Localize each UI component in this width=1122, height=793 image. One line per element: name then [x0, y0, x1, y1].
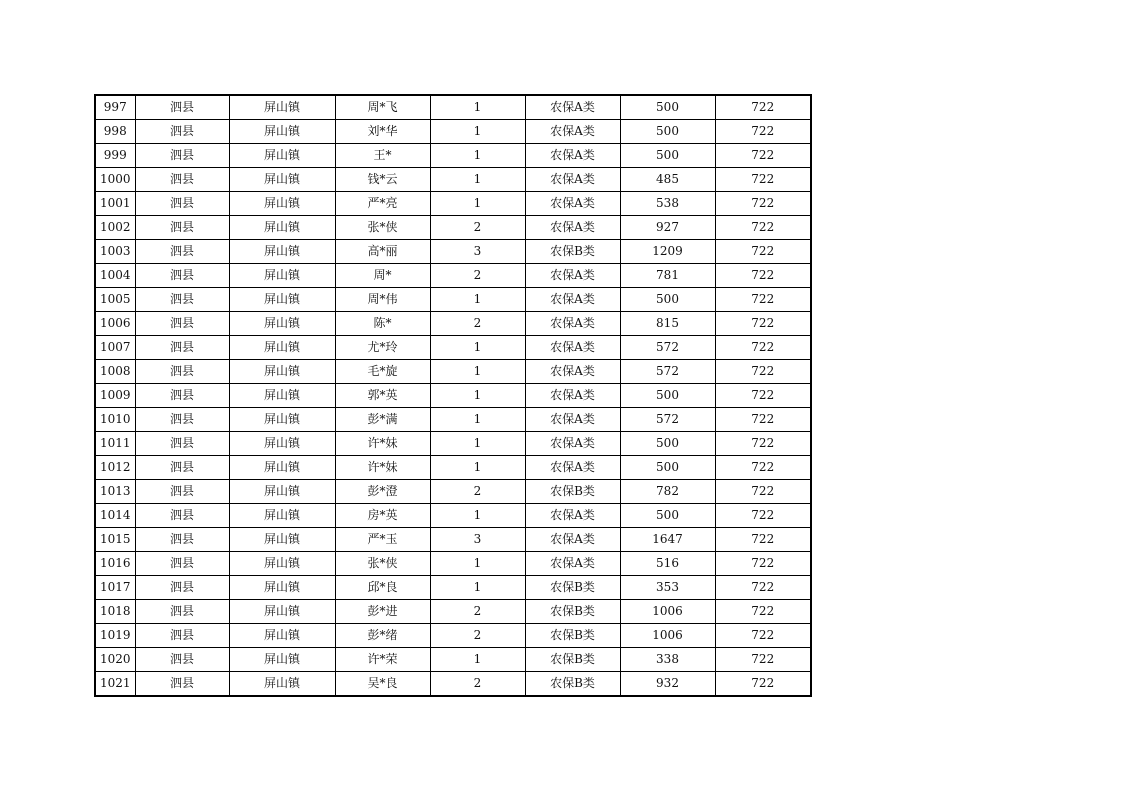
category-cell: 农保B类 — [525, 624, 620, 648]
household-size-cell: 1 — [430, 168, 525, 192]
household-size-cell: 1 — [430, 504, 525, 528]
table-row — [95, 168, 811, 192]
household-size-cell: 2 — [430, 216, 525, 240]
table-row — [95, 432, 811, 456]
category-cell: 农保B类 — [525, 648, 620, 672]
row-number-cell: 1018 — [95, 600, 135, 624]
amount-cell: 572 — [620, 336, 715, 360]
category-cell: 农保A类 — [525, 336, 620, 360]
code-cell: 722 — [715, 480, 811, 504]
category-cell: 农保B类 — [525, 480, 620, 504]
name-cell: 严*玉 — [335, 528, 430, 552]
row-number-cell: 1002 — [95, 216, 135, 240]
table-row — [95, 648, 811, 672]
category-cell: 农保B类 — [525, 600, 620, 624]
table-row — [95, 216, 811, 240]
code-cell: 722 — [715, 168, 811, 192]
county-cell: 泗县 — [135, 120, 229, 144]
name-cell: 许*妹 — [335, 432, 430, 456]
code-cell: 722 — [715, 144, 811, 168]
code-cell: 722 — [715, 648, 811, 672]
code-cell: 722 — [715, 624, 811, 648]
name-cell: 彭*澄 — [335, 480, 430, 504]
name-cell: 尤*玲 — [335, 336, 430, 360]
household-size-cell: 1 — [430, 576, 525, 600]
row-number-cell: 997 — [95, 95, 135, 120]
county-cell: 泗县 — [135, 384, 229, 408]
code-cell: 722 — [715, 432, 811, 456]
county-cell: 泗县 — [135, 624, 229, 648]
county-cell: 泗县 — [135, 648, 229, 672]
amount-cell: 1006 — [620, 624, 715, 648]
row-number-cell: 1005 — [95, 288, 135, 312]
household-size-cell: 1 — [430, 120, 525, 144]
amount-cell: 1006 — [620, 600, 715, 624]
table-row — [95, 480, 811, 504]
row-number-cell: 1003 — [95, 240, 135, 264]
code-cell: 722 — [715, 384, 811, 408]
town-cell: 屏山镇 — [229, 648, 335, 672]
table-row — [95, 95, 811, 120]
row-number-cell: 1017 — [95, 576, 135, 600]
table-row — [95, 144, 811, 168]
household-size-cell: 1 — [430, 288, 525, 312]
name-cell: 刘*华 — [335, 120, 430, 144]
row-number-cell: 1016 — [95, 552, 135, 576]
county-cell: 泗县 — [135, 408, 229, 432]
row-number-cell: 1013 — [95, 480, 135, 504]
household-size-cell: 2 — [430, 312, 525, 336]
table-row — [95, 120, 811, 144]
amount-cell: 485 — [620, 168, 715, 192]
row-number-cell: 1015 — [95, 528, 135, 552]
amount-cell: 500 — [620, 288, 715, 312]
town-cell: 屏山镇 — [229, 456, 335, 480]
table-row — [95, 264, 811, 288]
town-cell: 屏山镇 — [229, 576, 335, 600]
code-cell: 722 — [715, 216, 811, 240]
name-cell: 毛*旋 — [335, 360, 430, 384]
table-row — [95, 384, 811, 408]
name-cell: 严*亮 — [335, 192, 430, 216]
household-size-cell: 2 — [430, 480, 525, 504]
name-cell: 王* — [335, 144, 430, 168]
amount-cell: 782 — [620, 480, 715, 504]
county-cell: 泗县 — [135, 360, 229, 384]
code-cell: 722 — [715, 312, 811, 336]
name-cell: 周*飞 — [335, 95, 430, 120]
row-number-cell: 1011 — [95, 432, 135, 456]
household-size-cell: 3 — [430, 240, 525, 264]
county-cell: 泗县 — [135, 552, 229, 576]
town-cell: 屏山镇 — [229, 95, 335, 120]
category-cell: 农保A类 — [525, 144, 620, 168]
table-row — [95, 552, 811, 576]
town-cell: 屏山镇 — [229, 672, 335, 697]
table-row — [95, 504, 811, 528]
town-cell: 屏山镇 — [229, 384, 335, 408]
name-cell: 张*侠 — [335, 216, 430, 240]
county-cell: 泗县 — [135, 456, 229, 480]
county-cell: 泗县 — [135, 216, 229, 240]
county-cell: 泗县 — [135, 432, 229, 456]
amount-cell: 516 — [620, 552, 715, 576]
town-cell: 屏山镇 — [229, 240, 335, 264]
row-number-cell: 1009 — [95, 384, 135, 408]
amount-cell: 500 — [620, 456, 715, 480]
name-cell: 吴*良 — [335, 672, 430, 697]
county-cell: 泗县 — [135, 600, 229, 624]
table-row — [95, 528, 811, 552]
county-cell: 泗县 — [135, 672, 229, 697]
table-row — [95, 624, 811, 648]
household-size-cell: 2 — [430, 672, 525, 697]
category-cell: 农保A类 — [525, 552, 620, 576]
amount-cell: 781 — [620, 264, 715, 288]
amount-cell: 932 — [620, 672, 715, 697]
county-cell: 泗县 — [135, 288, 229, 312]
category-cell: 农保B类 — [525, 672, 620, 697]
row-number-cell: 1010 — [95, 408, 135, 432]
table-row — [95, 672, 811, 697]
name-cell: 彭*满 — [335, 408, 430, 432]
row-number-cell: 1012 — [95, 456, 135, 480]
county-cell: 泗县 — [135, 264, 229, 288]
row-number-cell: 1001 — [95, 192, 135, 216]
table-row — [95, 312, 811, 336]
name-cell: 钱*云 — [335, 168, 430, 192]
code-cell: 722 — [715, 528, 811, 552]
category-cell: 农保A类 — [525, 192, 620, 216]
category-cell: 农保A类 — [525, 264, 620, 288]
code-cell: 722 — [715, 552, 811, 576]
code-cell: 722 — [715, 672, 811, 697]
table-row — [95, 288, 811, 312]
household-size-cell: 1 — [430, 144, 525, 168]
town-cell: 屏山镇 — [229, 336, 335, 360]
code-cell: 722 — [715, 456, 811, 480]
town-cell: 屏山镇 — [229, 360, 335, 384]
amount-cell: 538 — [620, 192, 715, 216]
county-cell: 泗县 — [135, 312, 229, 336]
household-size-cell: 1 — [430, 192, 525, 216]
row-number-cell: 1020 — [95, 648, 135, 672]
household-size-cell: 1 — [430, 432, 525, 456]
name-cell: 许*荣 — [335, 648, 430, 672]
county-cell: 泗县 — [135, 528, 229, 552]
table-row — [95, 240, 811, 264]
household-size-cell: 2 — [430, 264, 525, 288]
code-cell: 722 — [715, 408, 811, 432]
row-number-cell: 1004 — [95, 264, 135, 288]
town-cell: 屏山镇 — [229, 168, 335, 192]
amount-cell: 500 — [620, 384, 715, 408]
town-cell: 屏山镇 — [229, 144, 335, 168]
category-cell: 农保A类 — [525, 120, 620, 144]
household-size-cell: 3 — [430, 528, 525, 552]
category-cell: 农保A类 — [525, 95, 620, 120]
category-cell: 农保A类 — [525, 360, 620, 384]
category-cell: 农保A类 — [525, 168, 620, 192]
county-cell: 泗县 — [135, 336, 229, 360]
town-cell: 屏山镇 — [229, 552, 335, 576]
household-size-cell: 1 — [430, 360, 525, 384]
county-cell: 泗县 — [135, 192, 229, 216]
county-cell: 泗县 — [135, 168, 229, 192]
town-cell: 屏山镇 — [229, 216, 335, 240]
town-cell: 屏山镇 — [229, 480, 335, 504]
table-row — [95, 192, 811, 216]
household-size-cell: 2 — [430, 600, 525, 624]
category-cell: 农保B类 — [525, 576, 620, 600]
amount-cell: 572 — [620, 408, 715, 432]
row-number-cell: 1021 — [95, 672, 135, 697]
table-row — [95, 600, 811, 624]
town-cell: 屏山镇 — [229, 120, 335, 144]
amount-cell: 338 — [620, 648, 715, 672]
amount-cell: 500 — [620, 144, 715, 168]
category-cell: 农保A类 — [525, 408, 620, 432]
household-size-cell: 1 — [430, 336, 525, 360]
town-cell: 屏山镇 — [229, 432, 335, 456]
amount-cell: 500 — [620, 504, 715, 528]
county-cell: 泗县 — [135, 480, 229, 504]
name-cell: 邱*良 — [335, 576, 430, 600]
table-row — [95, 456, 811, 480]
row-number-cell: 1007 — [95, 336, 135, 360]
code-cell: 722 — [715, 264, 811, 288]
code-cell: 722 — [715, 95, 811, 120]
town-cell: 屏山镇 — [229, 600, 335, 624]
name-cell: 彭*绪 — [335, 624, 430, 648]
county-cell: 泗县 — [135, 144, 229, 168]
category-cell: 农保A类 — [525, 384, 620, 408]
category-cell: 农保A类 — [525, 504, 620, 528]
household-size-cell: 1 — [430, 552, 525, 576]
category-cell: 农保A类 — [525, 456, 620, 480]
household-size-cell: 1 — [430, 95, 525, 120]
household-size-cell: 1 — [430, 456, 525, 480]
table-row — [95, 360, 811, 384]
category-cell: 农保A类 — [525, 312, 620, 336]
town-cell: 屏山镇 — [229, 192, 335, 216]
code-cell: 722 — [715, 288, 811, 312]
name-cell: 彭*进 — [335, 600, 430, 624]
row-number-cell: 998 — [95, 120, 135, 144]
name-cell: 陈* — [335, 312, 430, 336]
row-number-cell: 1008 — [95, 360, 135, 384]
county-cell: 泗县 — [135, 504, 229, 528]
county-cell: 泗县 — [135, 240, 229, 264]
town-cell: 屏山镇 — [229, 624, 335, 648]
row-number-cell: 1000 — [95, 168, 135, 192]
table-row — [95, 408, 811, 432]
amount-cell: 500 — [620, 120, 715, 144]
code-cell: 722 — [715, 576, 811, 600]
name-cell: 周* — [335, 264, 430, 288]
household-size-cell: 1 — [430, 408, 525, 432]
code-cell: 722 — [715, 192, 811, 216]
amount-cell: 1647 — [620, 528, 715, 552]
household-size-cell: 2 — [430, 624, 525, 648]
amount-cell: 353 — [620, 576, 715, 600]
table-body — [95, 95, 811, 696]
amount-cell: 815 — [620, 312, 715, 336]
county-cell: 泗县 — [135, 95, 229, 120]
data-table — [94, 94, 812, 697]
amount-cell: 927 — [620, 216, 715, 240]
table-row — [95, 576, 811, 600]
code-cell: 722 — [715, 600, 811, 624]
household-size-cell: 1 — [430, 648, 525, 672]
household-size-cell: 1 — [430, 384, 525, 408]
row-number-cell: 999 — [95, 144, 135, 168]
code-cell: 722 — [715, 360, 811, 384]
category-cell: 农保B类 — [525, 240, 620, 264]
amount-cell: 1209 — [620, 240, 715, 264]
row-number-cell: 1019 — [95, 624, 135, 648]
name-cell: 郭*英 — [335, 384, 430, 408]
code-cell: 722 — [715, 504, 811, 528]
row-number-cell: 1006 — [95, 312, 135, 336]
town-cell: 屏山镇 — [229, 312, 335, 336]
name-cell: 房*英 — [335, 504, 430, 528]
category-cell: 农保A类 — [525, 528, 620, 552]
name-cell: 张*侠 — [335, 552, 430, 576]
amount-cell: 572 — [620, 360, 715, 384]
category-cell: 农保A类 — [525, 216, 620, 240]
category-cell: 农保A类 — [525, 288, 620, 312]
town-cell: 屏山镇 — [229, 408, 335, 432]
town-cell: 屏山镇 — [229, 528, 335, 552]
code-cell: 722 — [715, 240, 811, 264]
town-cell: 屏山镇 — [229, 288, 335, 312]
town-cell: 屏山镇 — [229, 264, 335, 288]
amount-cell: 500 — [620, 432, 715, 456]
code-cell: 722 — [715, 336, 811, 360]
name-cell: 许*妹 — [335, 456, 430, 480]
category-cell: 农保A类 — [525, 432, 620, 456]
town-cell: 屏山镇 — [229, 504, 335, 528]
name-cell: 周*伟 — [335, 288, 430, 312]
amount-cell: 500 — [620, 95, 715, 120]
row-number-cell: 1014 — [95, 504, 135, 528]
county-cell: 泗县 — [135, 576, 229, 600]
code-cell: 722 — [715, 120, 811, 144]
table-row — [95, 336, 811, 360]
name-cell: 高*丽 — [335, 240, 430, 264]
